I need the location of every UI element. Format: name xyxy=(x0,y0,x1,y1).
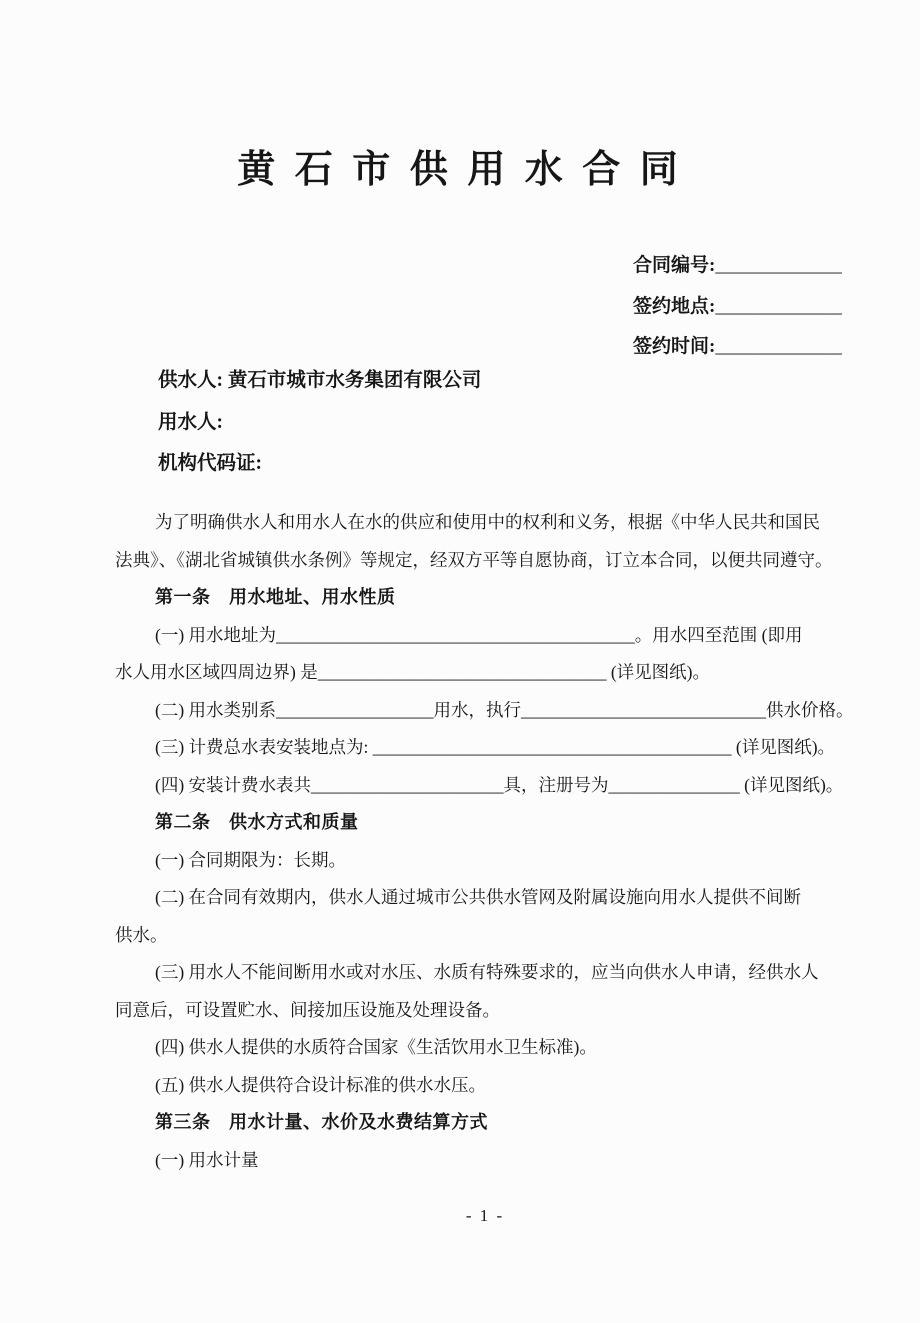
body-line: (五) 供水人提供符合设计标准的供水水压。 xyxy=(155,1074,487,1095)
body-line: (四) 安装计费水表共______________________具，注册号为_______________ (详见图纸)。 xyxy=(155,774,844,795)
section-heading: 第一条 用水地址、用水性质 xyxy=(155,587,396,607)
body-line: (一) 用水地址为_________________________________________。用水四至范围 (即用 xyxy=(155,624,803,645)
document-title: 黄 石 市 供 用 水 合 同 xyxy=(237,149,683,191)
party-line: 供水人: 黄石市城市水务集团有限公司 xyxy=(158,370,482,391)
party-line: 用水人: xyxy=(158,411,223,433)
page-number: - 1 - xyxy=(465,1206,505,1225)
section-heading: 第二条 供水方式和质量 xyxy=(155,812,359,832)
body-line: 同意后，可设置贮水、间接加压设施及处理设备。 xyxy=(115,999,500,1020)
body-line: (三) 计费总水表安装地点为: _________________________________________ (详见图纸)。 xyxy=(155,737,836,757)
field-label: 签约地点: xyxy=(633,295,716,317)
body-line: 法典》、《湖北省城镇供水条例》等规定，经双方平等自愿协商，订立本合同，以便共同遵守。 xyxy=(115,549,833,570)
field-label: 合同编号: xyxy=(633,255,716,276)
body-line: (二) 在合同有效期内，供水人通过城市公共供水管网及附属设施向用水人提供不间断 xyxy=(155,887,802,907)
header-fields xyxy=(633,246,841,368)
section-heading: 第三条 用水计量、水价及水费结算方式 xyxy=(155,1112,488,1132)
body-line: (三) 用水人不能间断用水或对水压、水质有特殊要求的，应当向供水人申请，经供水人 xyxy=(155,962,819,982)
parties-block xyxy=(158,360,481,485)
field-blank-line: ______________ xyxy=(715,336,842,357)
header-field-row xyxy=(633,327,841,368)
body-line: (一) 用水计量 xyxy=(155,1149,259,1170)
body-line: (二) 用水类别系__________________用水，执行____________________________供水价格。 xyxy=(155,699,854,720)
body-line: (一) 合同期限为：长期。 xyxy=(155,849,347,870)
field-blank-line: ______________ xyxy=(715,255,842,276)
body-line: 水人用水区域四周边界) 是_________________________________ (详见图纸)。 xyxy=(115,662,710,682)
body-line: 供水。 xyxy=(115,924,168,945)
body-line: (四) 供水人提供的水质符合国家《生活饮用水卫生标准)。 xyxy=(155,1037,597,1057)
body-line: 为了明确供水人和用水人在水的供应和使用中的权利和义务，根据《中华人民共和国民 xyxy=(155,512,820,532)
contract-body xyxy=(115,504,855,1179)
party-line: 机构代码证: xyxy=(158,453,262,474)
field-blank-line: ______________ xyxy=(715,295,842,317)
header-field-row xyxy=(633,246,841,287)
field-label: 签约时间: xyxy=(633,336,716,357)
header-field-row xyxy=(633,287,841,328)
